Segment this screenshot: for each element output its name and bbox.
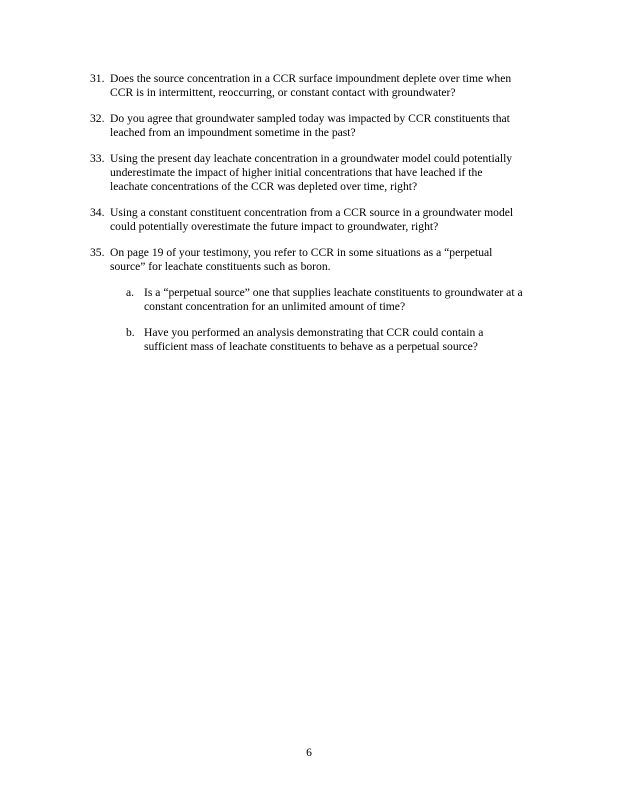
question-line: leachate concentrations of the CCR was depleted over time, right? (110, 180, 418, 193)
question-line: Do you agree that groundwater sampled today was impacted by CCR constituents that (110, 112, 510, 125)
question-31 (90, 72, 600, 100)
subquestion-a (126, 286, 594, 314)
subquestion-line: constant concentration for an unlimited amount of time? (144, 300, 406, 313)
question-text (110, 112, 600, 140)
subquestion-line: Have you performed an analysis demonstrating that CCR could contain a (144, 326, 484, 339)
subquestion-line: Is a “perpetual source” one that supplies leachate constituents to groundwater at a (144, 286, 523, 299)
question-line: Using a constant constituent concentration from a CCR source in a groundwater model (110, 206, 514, 219)
subquestion-label: a. (126, 286, 135, 299)
question-line: On page 19 of your testimony, you refer to CCR in some situations as a “perpetual (110, 246, 493, 259)
question-number: 35. (90, 246, 105, 259)
question-line: leached from an impoundment sometime in the past? (110, 126, 356, 139)
question-number: 31. (90, 72, 105, 85)
subquestion-text (144, 286, 594, 314)
question-line: Using the present day leachate concentration in a groundwater model could potentially (110, 152, 513, 165)
question-35 (90, 246, 600, 274)
question-text (110, 152, 600, 194)
question-34 (90, 206, 600, 234)
subquestion-label: b. (126, 326, 135, 339)
subquestion-line: sufficient mass of leachate constituents to behave as a perpetual source? (144, 340, 478, 353)
question-line: underestimate the impact of higher initial concentrations that have leached if the (110, 166, 483, 179)
subquestion-b (126, 326, 594, 354)
question-line: could potentially overestimate the future impact to groundwater, right? (110, 220, 439, 233)
question-text (110, 206, 600, 234)
subquestion-text (144, 326, 594, 354)
question-line: Does the source concentration in a CCR surface impoundment deplete over time when (110, 72, 512, 85)
question-number: 34. (90, 206, 105, 219)
question-text (110, 72, 600, 100)
question-33 (90, 152, 600, 194)
question-line: CCR is in intermittent, reoccurring, or constant contact with groundwater? (110, 86, 456, 99)
page-number: 6 (306, 746, 312, 759)
question-32 (90, 112, 600, 140)
question-number: 33. (90, 152, 105, 165)
question-number: 32. (90, 112, 105, 125)
question-text (110, 246, 600, 274)
question-line: source” for leachate constituents such as boron. (110, 260, 331, 273)
